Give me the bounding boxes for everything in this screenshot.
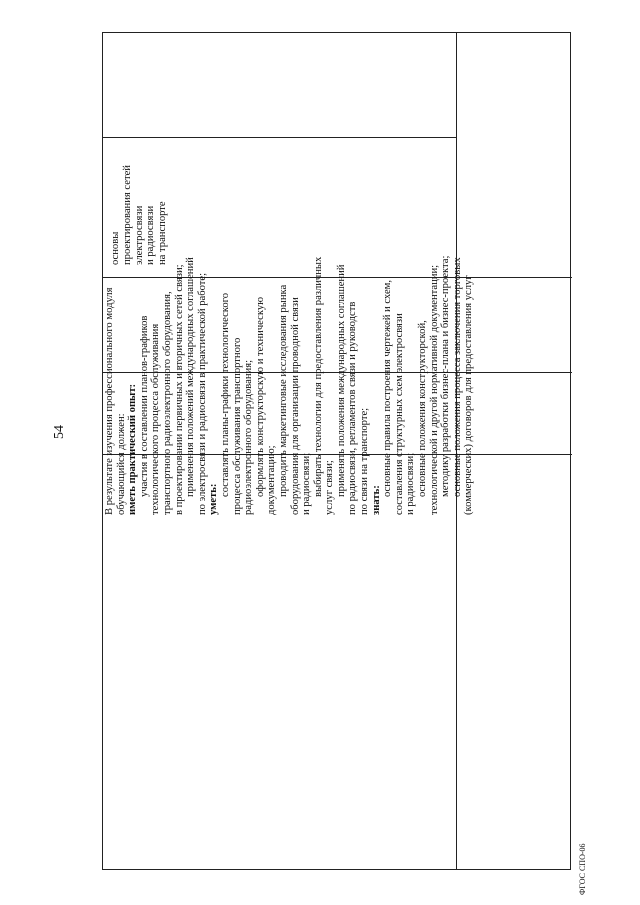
competence-line: основные положения конструкторской, <box>417 320 429 497</box>
competence-line: услуг связи; <box>324 460 336 515</box>
competence-line: по радиосвязи, регламентов связи и руководств <box>347 301 359 515</box>
competence-line: и радиосвязи; <box>405 452 417 515</box>
competence-line: проводить маркетинговые исследования рынка <box>277 284 289 497</box>
competence-line: выбирать технологии для предоставления различных <box>312 256 324 497</box>
competence-line: составления структурных схем электросвязи <box>393 313 405 515</box>
competence-line: уметь: <box>208 483 220 515</box>
knowledge-line: проектирования сетей <box>121 165 133 265</box>
knowledge-line: и радиосвязи <box>145 205 157 265</box>
competence-line: методику разработки бизнес-плана и бизнес-проекта; <box>440 255 452 497</box>
knowledge-line: электросвязи <box>133 205 145 265</box>
competence-line: составлять планы-графики технологического <box>219 292 231 497</box>
competence-line: по электросвязи и радиосвязи в практической работе; <box>196 272 208 515</box>
competence-line: в проектировании первичных и вторичных сетей связи; <box>173 264 185 515</box>
competence-line: технологического процесса обслуживания <box>150 323 162 515</box>
page-number: 54 <box>52 425 67 439</box>
knowledge-line: основы <box>110 231 121 265</box>
competence-line: оборудования для организации проводной связи <box>289 297 301 515</box>
knowledge-cell <box>110 115 240 265</box>
footer-label: ФГОС СПО-06 <box>578 843 587 895</box>
competence-line: участия в составлении планов-графиков <box>138 315 150 497</box>
competence-line: (коммерческих) договоров для предоставления услуг <box>463 275 475 515</box>
competence-line: основные положения процесса заключения торговых <box>451 257 463 497</box>
competence-line: радиоэлектронного оборудования; <box>243 359 255 515</box>
competence-line: процесса обслуживания транспортного <box>231 337 243 515</box>
competence-line: оформлять конструкторскую и техническую <box>254 296 266 497</box>
knowledge-line: на транспорте <box>157 201 169 265</box>
competence-line: знать: <box>370 485 382 515</box>
competence-line: применять положения международных соглашений <box>335 264 347 497</box>
competence-line: технологической и другой нормативной документации; <box>428 264 440 515</box>
competence-line: основные правила построения чертежей и схем, <box>382 279 394 497</box>
competence-line: транспортного радиоэлектронного оборудования, <box>161 291 173 515</box>
competence-line: обучающийся должен: <box>115 413 127 515</box>
competence-line: по связи на транспорте; <box>359 407 371 515</box>
competence-line: иметь практический опыт: <box>127 383 139 515</box>
competence-line: документацию; <box>266 445 278 515</box>
competence-line: применения положений международных соглашений <box>185 257 197 497</box>
competence-line: и радиосвязи; <box>301 452 313 515</box>
competence-line: В результате изучения профессионального модуля <box>104 287 115 515</box>
